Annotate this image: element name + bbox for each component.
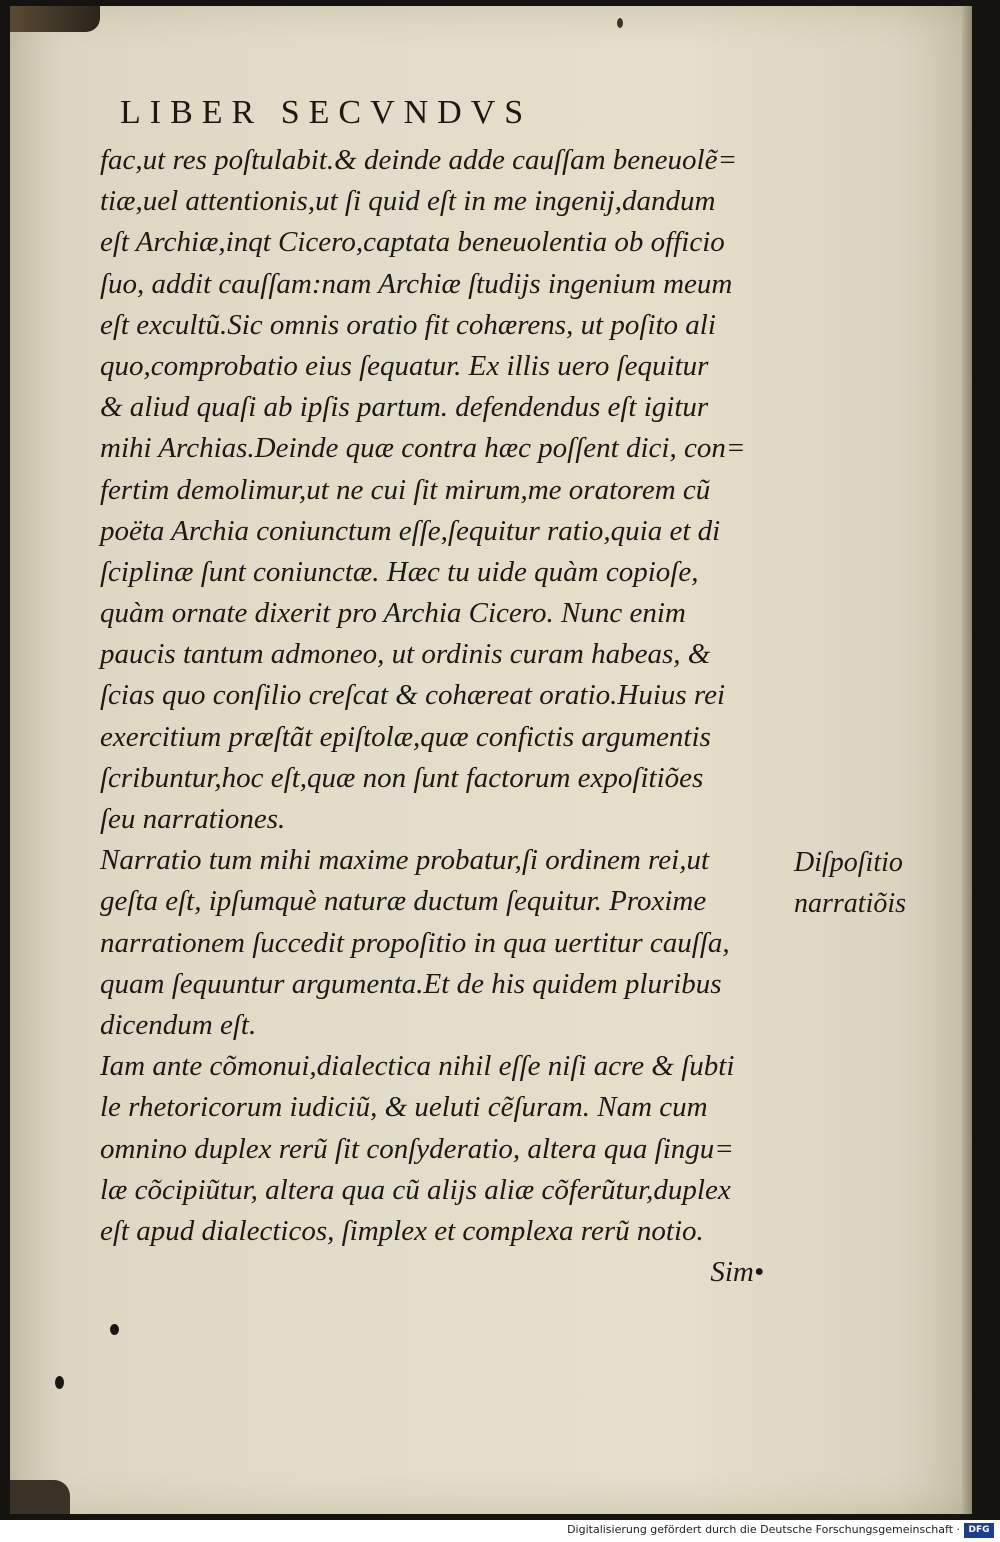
running-head: LIBER SECVNDVS — [120, 94, 533, 131]
text-line: tiæ,uel attentionis,ut ſi quid eſt in me ingenij,dandum — [100, 185, 716, 218]
text-line: dicendum eſt. — [100, 1008, 257, 1041]
text-line: ſcribuntur,hoc eſt,quæ non ſunt factorum expoſitiões — [100, 761, 704, 794]
text-line: læ cõcipiũtur, altera qua cũ alijs aliæ cõferũtur,duplex — [100, 1173, 731, 1206]
page-edge — [962, 6, 972, 1514]
text-line: ſuo, addit cauſſam:nam Archiæ ſtudijs ingenium meum — [100, 267, 733, 300]
text-line: omnino duplex rerũ ſit conſyderatio, altera qua ſingu= — [100, 1132, 734, 1165]
footer-credit: Digitalisierung gefördert durch die Deutsche Forschungsgemeinschaft · — [567, 1523, 960, 1536]
text-line: eſt Archiæ,inqt Cicero,captata beneuolentia ob officio — [100, 226, 725, 259]
text-line: geſta eſt, ipſumquè naturæ ductum ſequitur. Proxime — [100, 885, 707, 918]
text-line: poëta Archia coniunctum eſſe,ſequitur ratio,quia et di — [100, 514, 721, 547]
text-line: Narratio tum mihi maxime probatur,ſi ordinem rei,ut — [100, 844, 709, 877]
text-line: ſciplinæ ſunt coniunctæ. Hæc tu uide quàm copioſe, — [100, 555, 699, 588]
text-line: Iam ante cõmonui,dialectica nihil eſſe niſi acre & ſubti — [100, 1050, 735, 1083]
text-line: exercitium præſtãt epiſtolæ,quæ confictis argumentis — [100, 720, 711, 753]
digitization-footer — [0, 1520, 1000, 1542]
text-line: mihi Archias.Deinde quæ contra hæc poſſent dici, con= — [100, 432, 746, 465]
text-line: ſcias quo conſilio creſcat & cohæreat oratio.Huius rei — [100, 679, 726, 712]
text-line: quàm ornate dixerit pro Archia Cicero. Nunc enim — [100, 597, 686, 630]
text-line: narrationem ſuccedit propoſitio in qua uertitur cauſſa, — [100, 926, 730, 959]
ink-spot — [110, 1324, 119, 1335]
ink-spot — [617, 18, 623, 28]
text-line: ſeu narrationes. — [100, 803, 286, 835]
text-line: & aliud quaſi ab ipſis partum. defendendus eſt igitur — [100, 391, 709, 424]
text-line: eſt apud dialecticos, ſimplex et complexa rerũ notio. — [100, 1214, 704, 1247]
text-line: eſt excultũ.Sic omnis oratio fit cohærens, ut poſito ali — [100, 308, 716, 341]
marginal-note-line: narratiõis — [794, 888, 907, 919]
text-line: quo,comprobatio eius ſequatur. Ex illis uero ſequitur — [100, 349, 709, 382]
dfg-logo: DFG — [964, 1523, 994, 1538]
text-line: paucis tantum admoneo, ut ordinis curam habeas, & — [100, 638, 711, 671]
text-line: quam ſequuntur argumenta.Et de his quidem pluribus — [100, 967, 722, 1000]
text-line: fac,ut res poſtulabit.& deinde adde cauſſam beneuolẽ= — [100, 144, 738, 176]
book-page — [10, 6, 972, 1514]
ink-spot — [55, 1376, 64, 1389]
catchword: Sim• — [710, 1256, 764, 1289]
marginal-note — [794, 842, 934, 924]
binding-corner — [10, 6, 100, 32]
body-text — [100, 140, 780, 1293]
text-line: le rhetoricorum iudiciũ, & ueluti cẽſuram. Nam cum — [100, 1091, 708, 1124]
text-line: fertim demolimur,ut ne cui ſit mirum,me oratorem cũ — [100, 473, 711, 506]
binding-corner-bottom — [10, 1480, 70, 1514]
marginal-note-line: Diſpoſitio — [794, 847, 903, 878]
